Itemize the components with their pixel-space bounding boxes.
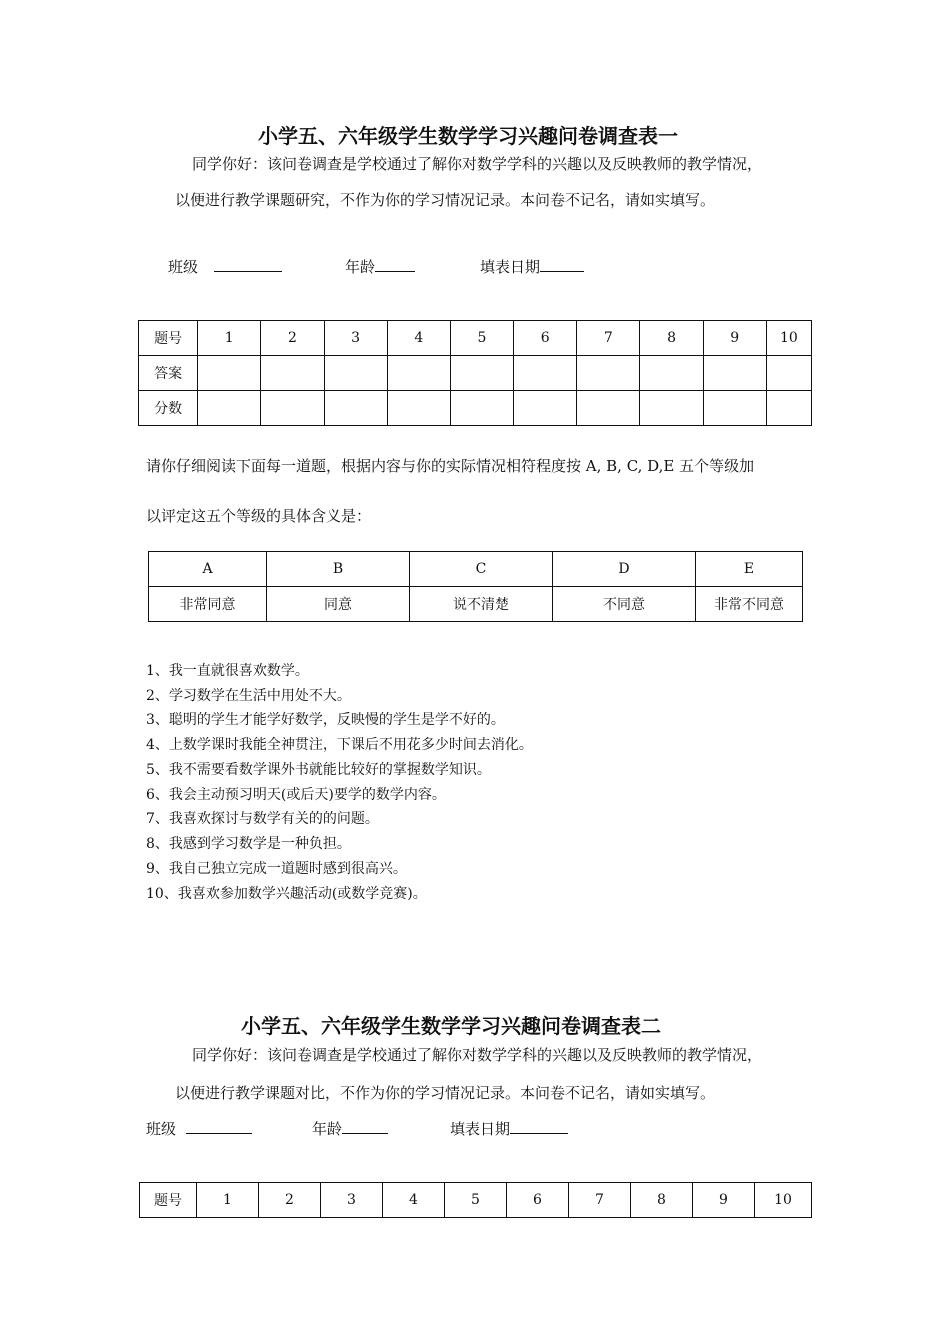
survey2-class-field[interactable]: [146, 1118, 252, 1139]
class-blank[interactable]: [186, 1118, 252, 1134]
col-number: 9: [703, 321, 766, 356]
answer-cell[interactable]: [387, 356, 450, 391]
score-cell[interactable]: [640, 391, 703, 426]
col-number: 8: [631, 1183, 693, 1218]
question-item: 7、我喜欢探讨与数学有关的的问题。: [146, 811, 379, 827]
answer-cell[interactable]: [514, 356, 577, 391]
date-blank[interactable]: [540, 256, 584, 272]
col-number: 10: [766, 321, 811, 356]
score-cell[interactable]: [324, 391, 387, 426]
date-blank[interactable]: [510, 1118, 568, 1134]
score-cell[interactable]: [261, 391, 324, 426]
col-number: 6: [514, 321, 577, 356]
class-label: 班级: [168, 258, 199, 276]
col-number: 1: [197, 1183, 259, 1218]
grade-table: [148, 551, 803, 622]
grade-letter: A: [149, 552, 267, 587]
question-item: 4、上数学课时我能全神贯注，下课后不用花多少时间去消化。: [146, 737, 533, 753]
survey1-date-field[interactable]: [480, 256, 584, 277]
question-item: 9、我自己独立完成一道题时感到很高兴。: [146, 861, 407, 877]
answer-row: [139, 356, 812, 391]
date-label: 填表日期: [480, 258, 541, 276]
col-number: 1: [198, 321, 261, 356]
grade-letter: B: [267, 552, 410, 587]
survey2-answer-table: [139, 1182, 812, 1218]
answer-cell[interactable]: [198, 356, 261, 391]
col-number: 10: [755, 1183, 812, 1218]
col-number: 8: [640, 321, 703, 356]
score-cell[interactable]: [577, 391, 640, 426]
grade-meaning: 非常同意: [149, 587, 267, 622]
grade-letter: E: [696, 552, 803, 587]
col-number: 5: [445, 1183, 507, 1218]
survey1-class-field[interactable]: [168, 256, 282, 277]
score-row: [139, 391, 812, 426]
grade-letter: D: [553, 552, 696, 587]
col-number: 7: [577, 321, 640, 356]
number-row: [139, 321, 812, 356]
col-number: 6: [507, 1183, 569, 1218]
grade-meaning: 同意: [267, 587, 410, 622]
grade-meaning-row: [149, 587, 803, 622]
survey2-title: 小学五、六年级学生数学学习兴趣问卷调查表二: [241, 1014, 661, 1038]
survey2-age-field[interactable]: [312, 1118, 388, 1139]
grade-meaning: 非常不同意: [696, 587, 803, 622]
score-cell[interactable]: [766, 391, 811, 426]
col-number: 2: [261, 321, 324, 356]
row-label-number: 题号: [140, 1183, 197, 1218]
answer-cell[interactable]: [450, 356, 513, 391]
col-number: 7: [569, 1183, 631, 1218]
answer-cell[interactable]: [766, 356, 811, 391]
class-label: 班级: [146, 1120, 177, 1138]
grade-letter: C: [410, 552, 553, 587]
survey1-instruction-line2: 以评定这五个等级的具体含义是：: [146, 507, 372, 525]
score-cell[interactable]: [450, 391, 513, 426]
survey2-intro-line2: 以便进行教学课题对比，不作为你的学习情况记录。本问卷不记名，请如实填写。: [175, 1084, 716, 1102]
survey1-answer-table: [138, 320, 812, 426]
row-label-score: 分数: [139, 391, 198, 426]
answer-cell[interactable]: [640, 356, 703, 391]
survey1-intro-line1: 同学你好：该问卷调查是学校通过了解你对数学学科的兴趣以及反映教师的教学情况，: [192, 155, 763, 173]
score-cell[interactable]: [703, 391, 766, 426]
score-cell[interactable]: [198, 391, 261, 426]
answer-cell[interactable]: [324, 356, 387, 391]
question-item: 5、我不需要看数学课外书就能比较好的掌握数学知识。: [146, 762, 491, 778]
question-item: 2、学习数学在生活中用处不大。: [146, 688, 351, 704]
col-number: 4: [387, 321, 450, 356]
col-number: 2: [259, 1183, 321, 1218]
grade-meaning: 不同意: [553, 587, 696, 622]
date-label: 填表日期: [450, 1120, 511, 1138]
answer-cell[interactable]: [261, 356, 324, 391]
survey1-intro-line2: 以便进行教学课题研究，不作为你的学习情况记录。本问卷不记名，请如实填写。: [175, 191, 716, 209]
col-number: 3: [321, 1183, 383, 1218]
col-number: 3: [324, 321, 387, 356]
grade-letter-row: [149, 552, 803, 587]
question-item: 6、我会主动预习明天(或后天)要学的数学内容。: [146, 787, 446, 803]
age-label: 年龄: [312, 1120, 343, 1138]
number-row: [140, 1183, 812, 1218]
question-item: 1、我一直就很喜欢数学。: [146, 663, 309, 679]
answer-cell[interactable]: [577, 356, 640, 391]
question-item: 3、聪明的学生才能学好数学，反映慢的学生是学不好的。: [146, 712, 505, 728]
row-label-answer: 答案: [139, 356, 198, 391]
class-blank[interactable]: [214, 256, 282, 272]
age-blank[interactable]: [375, 256, 415, 272]
question-item: 8、我感到学习数学是一种负担。: [146, 836, 351, 852]
grade-meaning: 说不清楚: [410, 587, 553, 622]
survey1-title: 小学五、六年级学生数学学习兴趣问卷调查表一: [258, 124, 678, 148]
col-number: 4: [383, 1183, 445, 1218]
survey1-instruction-line1: 请你仔细阅读下面每一道题，根据内容与你的实际情况相符程度按 A, B, C, D,E 五个等级加: [146, 457, 755, 475]
score-cell[interactable]: [514, 391, 577, 426]
question-item: 10、我喜欢参加数学兴趣活动(或数学竞赛)。: [146, 886, 427, 902]
survey2-date-field[interactable]: [450, 1118, 568, 1139]
col-number: 9: [693, 1183, 755, 1218]
answer-cell[interactable]: [703, 356, 766, 391]
age-label: 年龄: [345, 258, 376, 276]
age-blank[interactable]: [342, 1118, 388, 1134]
col-number: 5: [450, 321, 513, 356]
survey1-age-field[interactable]: [345, 256, 415, 277]
row-label-number: 题号: [139, 321, 198, 356]
score-cell[interactable]: [387, 391, 450, 426]
survey2-intro-line1: 同学你好：该问卷调查是学校通过了解你对数学学科的兴趣以及反映教师的教学情况，: [192, 1046, 763, 1064]
